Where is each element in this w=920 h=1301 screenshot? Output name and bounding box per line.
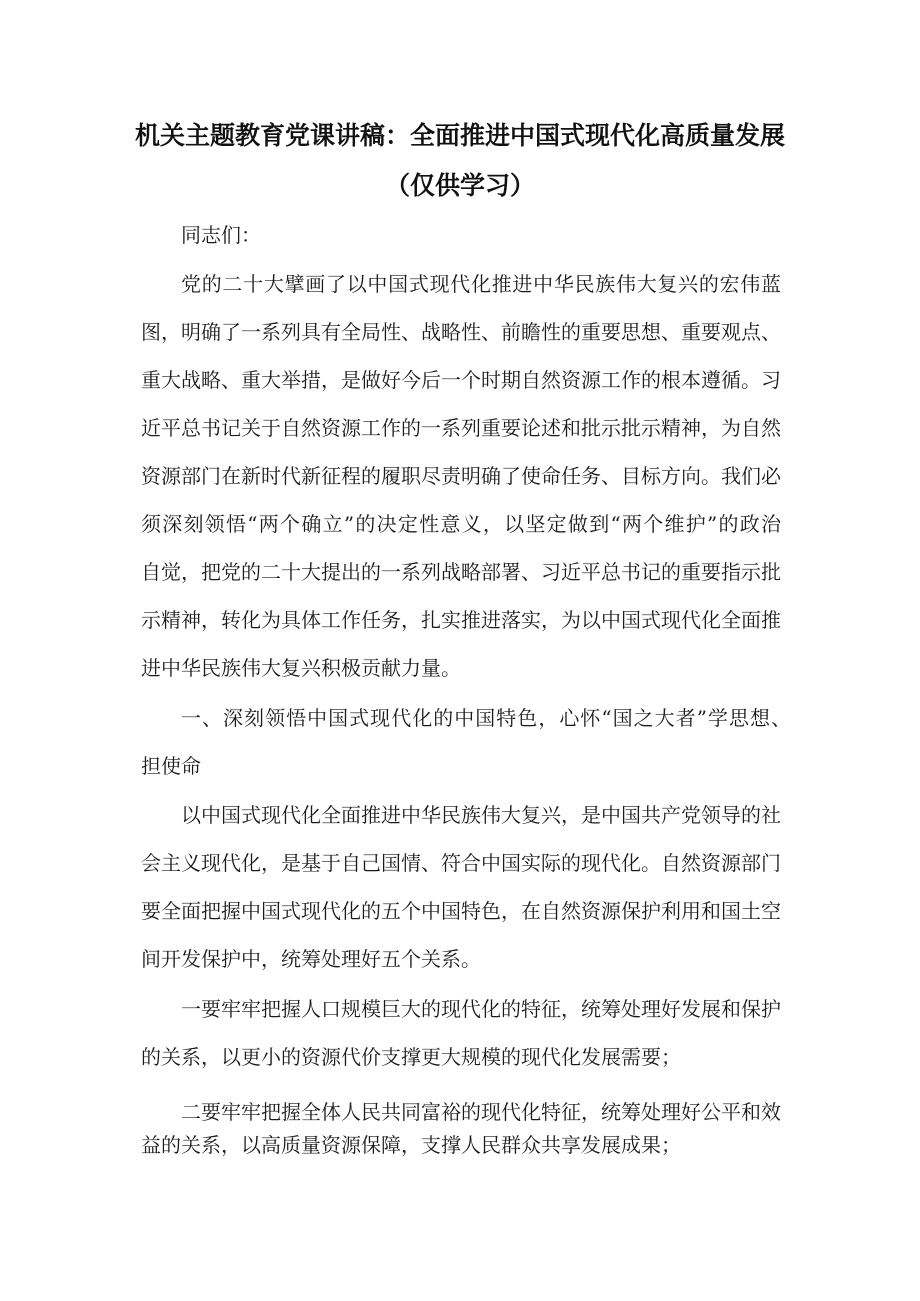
paragraph-line: 近平总书记关于自然资源工作的一系列重要论述和批示批示精神，为自然 [141,416,781,440]
paragraph-line: 会主义现代化，是基于自己国情、符合中国实际的现代化。自然资源部门 [141,851,781,875]
paragraph-line: 间开发保护中，统筹处理好五个关系。 [141,947,481,971]
paragraph-line: 要全面把握中国式现代化的五个中国特色，在自然资源保护利用和国土空 [141,899,781,923]
greeting: 同志们： [181,223,261,247]
paragraph-line: 资源部门在新时代新征程的履职尽责明确了使命任务、目标方向。我们必 [141,464,781,488]
paragraph-line: 自觉，把党的二十大提出的一系列战略部署、习近平总书记的重要指示批 [141,560,781,584]
paragraph-line: 重大战略、重大举措，是做好今后一个时期自然资源工作的根本遵循。习 [141,368,781,392]
paragraph-line: 图，明确了一系列具有全局性、战略性、前瞻性的重要思想、重要观点、 [141,320,781,344]
paragraph-line: 的关系，以更小的资源代价支撑更大规模的现代化发展需要； [141,1045,681,1069]
section-heading: 一、深刻领悟中国式现代化的中国特色，心怀“国之大者”学思想、 [181,706,791,730]
section-heading: 担使命 [141,754,201,778]
document-title: 机关主题教育党课讲稿：全面推进中国式现代化高质量发展 [134,121,785,150]
paragraph-line: 党的二十大擘画了以中国式现代化推进中华民族伟大复兴的宏伟蓝 [181,272,781,296]
paragraph-line: 二要牢牢把握全体人民共同富裕的现代化特征，统筹处理好公平和效 [181,1100,781,1124]
paragraph-line: 进中华民族伟大复兴积极贡献力量。 [141,656,461,680]
paragraph-line: 一要牢牢把握人口规模巨大的现代化的特征，统筹处理好发展和保护 [181,997,781,1021]
paragraph-line: 益的关系，以高质量资源保障，支撑人民群众共享发展成果； [141,1133,681,1157]
paragraph-line: 以中国式现代化全面推进中华民族伟大复兴，是中国共产党领导的社 [181,803,781,827]
paragraph-line: 须深刻领悟“两个确立”的决定性意义，以坚定做到“两个维护”的政治 [141,512,781,536]
document-subtitle: （仅供学习） [384,171,535,200]
paragraph-line: 示精神，转化为具体工作任务，扎实推进落实，为以中国式现代化全面推 [141,608,781,632]
